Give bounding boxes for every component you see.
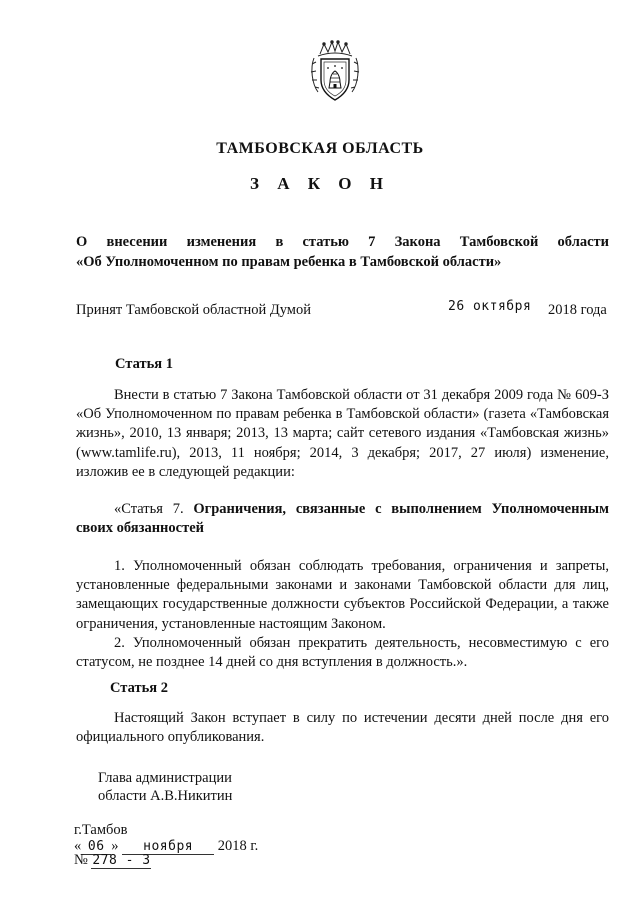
article-7-quote-heading (76, 500, 609, 538)
article-2-heading: Статья 2 (110, 680, 168, 696)
article-7-item-2: 2. Уполномоченный обязан прекратить деятельность, несовместимую с его статусом, не позднее 14 дней со дня вступления в должность.». (76, 635, 609, 671)
region-heading: ТАМБОВСКАЯ ОБЛАСТЬ (216, 140, 424, 157)
article-7-quote-title: Ограничения, связанные с выполнением Уполномоченным своих обязанностей (76, 501, 609, 537)
document-type-heading: З А К О Н (249, 174, 391, 193)
adopted-by-text: Принят Тамбовской областной Думой (76, 302, 311, 318)
law-number-prefix: № (74, 852, 88, 868)
signature-block (98, 769, 232, 805)
signature-title: Глава администрации (98, 770, 232, 786)
law-title-line-1: О внесении изменения в статью 7 Закона Тамбовской области (76, 234, 609, 250)
place-of-signing: г.Тамбов (74, 822, 128, 838)
date-quote-open: « (74, 838, 82, 854)
article-7-item-1: 1. Уполномоченный обязан соблюдать требования, ограничения и запреты, установленные федеральными законами и законами Тамбовской области для лиц, замещающих государственные должности субъектов Российской Федерации, а также ограничения, установленные настоящим Законом. (76, 558, 609, 632)
article-2-body: Настоящий Закон вступает в силу по истечении десяти дней после дня его официального опубликования. (76, 710, 609, 746)
signing-month-handwritten: ноября (122, 839, 214, 855)
article-1-body: Внести в статью 7 Закона Тамбовской области от 31 декабря 2009 года № 609-З «Об Уполномоченном по правам ребенка в Тамбовской области» (газета «Тамбовская жизнь», 2010, 13 января; 2013, 13 марта; сайт сетевого издания «Тамбовская жизнь» (www.tamlife.ru), 2013, 11 ноября; 2014, 3 декабря; 2017, 27 июля) изменение, изложив ее в следующей редакции: (76, 387, 609, 480)
law-title-line-2: «Об Уполномоченном по правам ребенка в Тамбовской области» (76, 254, 502, 270)
law-title (76, 232, 609, 272)
date-quote-close: » (111, 838, 119, 854)
article-1-heading: Статья 1 (115, 356, 173, 372)
coat-of-arms-icon (308, 40, 362, 104)
law-number-handwritten: 278 - З (92, 853, 151, 868)
law-number (74, 852, 151, 869)
adoption-year: 2018 года (548, 302, 607, 318)
article-7-quote-prefix: «Статья 7. (114, 501, 184, 517)
signature-name: области А.В.Никитин (98, 788, 233, 804)
adoption-date-handwritten: 26 октября (448, 299, 532, 314)
signing-day-handwritten: 06 (81, 839, 111, 855)
signing-year: 2018 г. (217, 838, 259, 854)
